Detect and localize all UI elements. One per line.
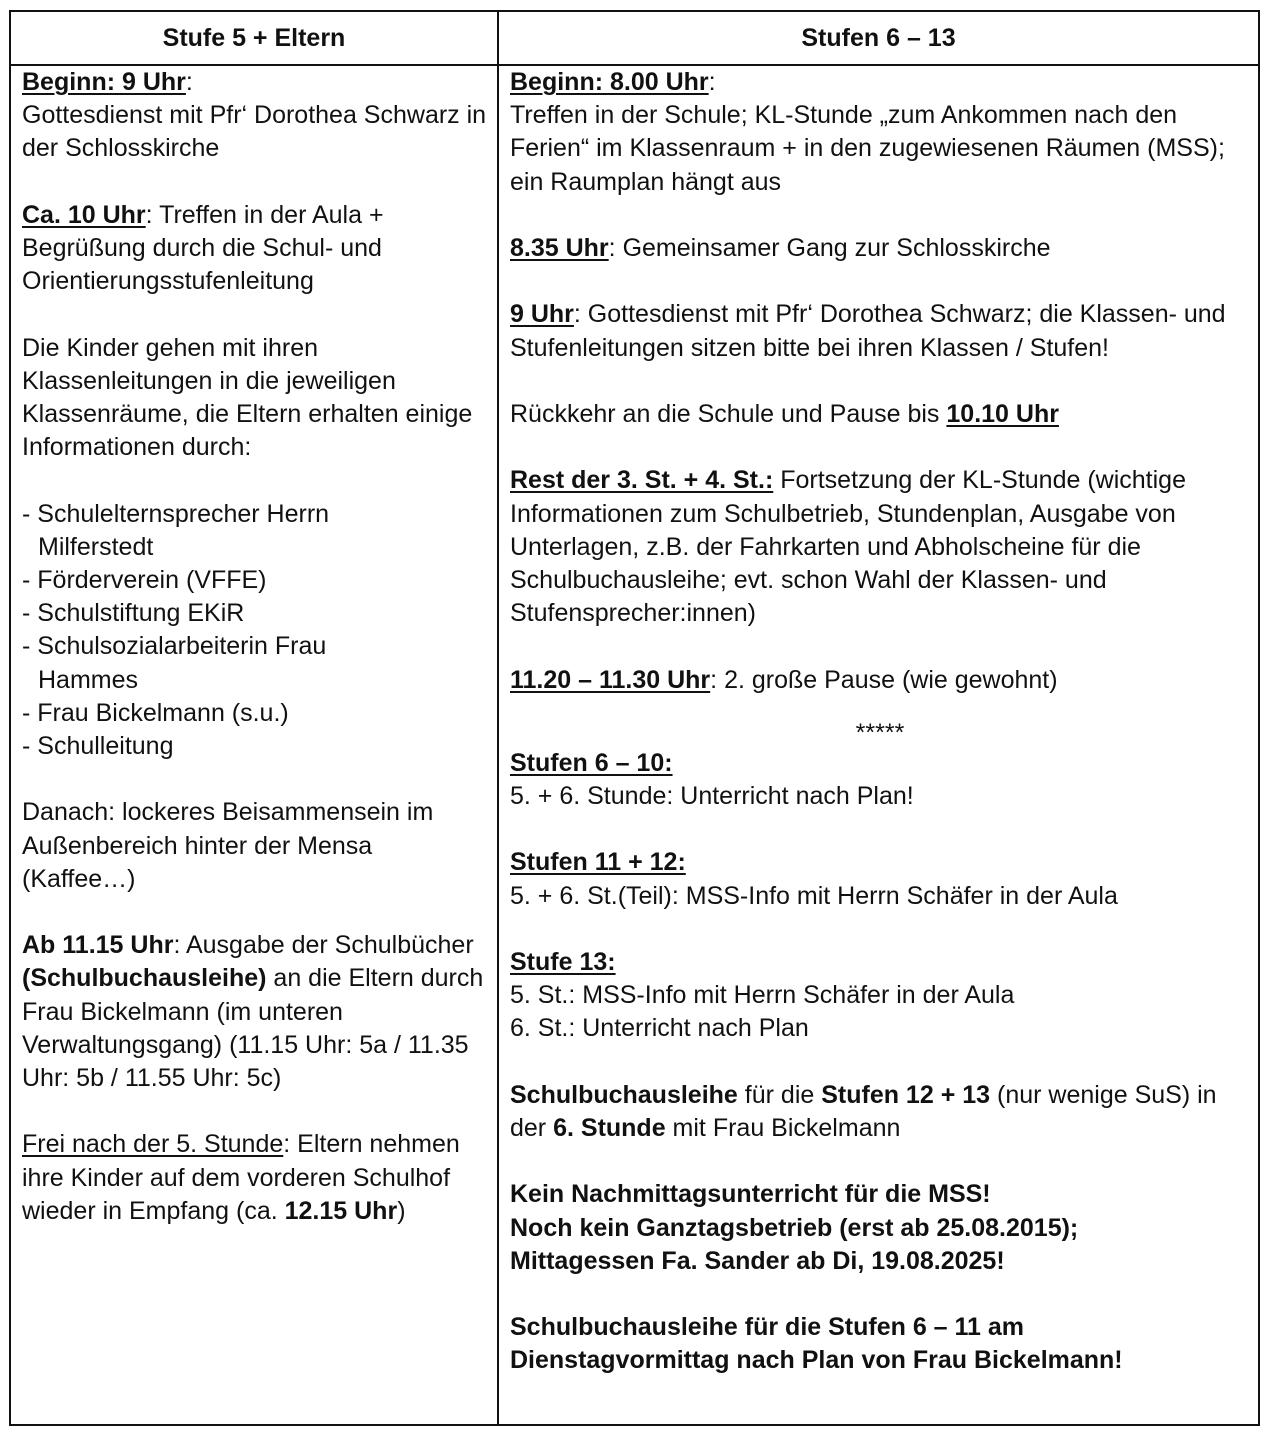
9-uhr-entry: 9 Uhr: Gottesdienst mit Pfr‘ Dorothea Schwarz; die Klassen- und Stufenleitungen sitzen bitte bei ihren Klassen / Stufen! <box>510 300 1226 362</box>
kinder-paragraph: Die Kinder gehen mit ihren Klassenleitungen in die jeweiligen Klassenräume, die Eltern erhalten einige Informationen durch: <box>22 333 473 462</box>
835-entry: 8.35 Uhr: Gemeinsamer Gang zur Schlosskirche <box>510 234 1051 262</box>
list-item: - Schulstiftung EKiR <box>22 599 245 628</box>
rest-entry: Rest der 3. St. + 4. St.: Fortsetzung der KL-Stunde (wichtige Informationen zum Schulbetrieb, Stundenplan, Ausgabe von Unterlagen, z.B. der Fahrkarten und Abholscheine für die Schulbuchausleihe; evt. schon Wahl der Klassen- und Stufensprecher:innen) <box>510 466 1186 628</box>
kein-nachmittag-notice: Kein Nachmittagsunterricht für die MSS! Noch kein Ganztagsbetrieb (erst ab 25.08.2015); Mittagessen Fa. Sander ab Di, 19.08.2025! <box>510 1180 1079 1275</box>
list-item: - Schulelternsprecher Herrn Milferstedt <box>22 499 330 561</box>
list-item: - Förderverein (VFFE) <box>22 566 267 594</box>
beginn-9-entry: Beginn: 9 Uhr: Gottesdienst mit Pfr‘ Dorothea Schwarz in der Schlosskirche <box>22 68 487 163</box>
pause-entry: 11.20 – 11.30 Uhr: 2. große Pause (wie gewohnt) <box>510 665 1058 694</box>
separator-stars: ***** <box>855 718 905 747</box>
frei-entry: Frei nach der 5. Stunde: Eltern nehmen ihre Kinder auf dem vorderen Schulhof wieder in Empfang (ca. 12.15 Uhr) <box>22 1130 460 1225</box>
left-column-cell <box>11 66 497 1424</box>
ca-10-label: Ca. 10 Uhr <box>22 200 146 229</box>
danach-paragraph: Danach: lockeres Beisammensein im Außenbereich hinter der Mensa (Kaffee…) <box>22 798 434 893</box>
list-item: - Schulsozialarbeiterin Frau Hammes <box>22 632 327 694</box>
ca-10-entry <box>22 199 487 299</box>
column-header-stufe-5: Stufe 5 + Eltern <box>162 24 346 52</box>
list-item: - Frau Bickelmann (s.u.) <box>22 698 289 727</box>
schedule-table <box>9 10 1260 1426</box>
beginn-8-entry: Beginn: 8.00 Uhr: Treffen in der Schule; KL-Stunde „zum Ankommen nach den Ferien“ im Klassenraum + in den zugewiesenen Räumen (MSS); ein Raumplan hängt aus <box>510 68 1225 196</box>
ab-1115-label: Ab 11.15 Uhr <box>22 931 174 960</box>
stufe-13-entry: Stufe 13: 5. St.: MSS-Info mit Herrn Schäfer in der Aula 6. St.: Unterricht nach Plan <box>510 947 1015 1043</box>
table-header-row <box>11 12 1258 66</box>
stufen-11-12-entry: Stufen 11 + 12: 5. + 6. St.(Teil): MSS-Info mit Herrn Schäfer in der Aula <box>510 848 1118 910</box>
schulbuchausleihe-entry: Schulbuchausleihe für die Stufen 12 + 13 (nur wenige SuS) in der 6. Stunde mit Frau Bickelmann <box>510 1080 1217 1142</box>
final-notice: Schulbuchausleihe für die Stufen 6 – 11 am Dienstagvormittag nach Plan von Frau Bickelmann! <box>510 1313 1123 1375</box>
rueckkehr-entry: Rückkehr an die Schule und Pause bis 10.10 Uhr <box>510 399 1059 428</box>
info-list <box>22 498 487 764</box>
column-header-stufen-6-13: Stufen 6 – 13 <box>801 24 956 52</box>
beginn-label: Beginn: 9 Uhr <box>22 68 186 96</box>
right-column-cell <box>499 66 1258 1424</box>
list-item: - Schulleitung <box>22 732 174 761</box>
ab-1115-entry: Ab 11.15 Uhr: Ausgabe der Schulbücher (Schulbuchausleihe) an die Eltern durch Frau Bickelmann (im unteren Verwaltungsgang) (11.15 Uhr: 5a / 11.35 Uhr: 5b / 11.55 Uhr: 5c) <box>22 931 484 1093</box>
ca-10-text: : Treffen in der Aula + Begrüßung durch die Schul- und Orientierungsstufenleitung <box>22 200 384 296</box>
stufen-6-10-entry: Stufen 6 – 10: 5. + 6. Stunde: Unterricht nach Plan! <box>510 748 914 810</box>
frei-label: Frei nach der 5. Stunde <box>22 1130 284 1159</box>
gottesdienst-text: Gottesdienst mit Pfr‘ Dorothea Schwarz in der Schlosskirche <box>22 101 487 163</box>
beginn-8-label: Beginn: 8.00 Uhr <box>510 68 709 96</box>
